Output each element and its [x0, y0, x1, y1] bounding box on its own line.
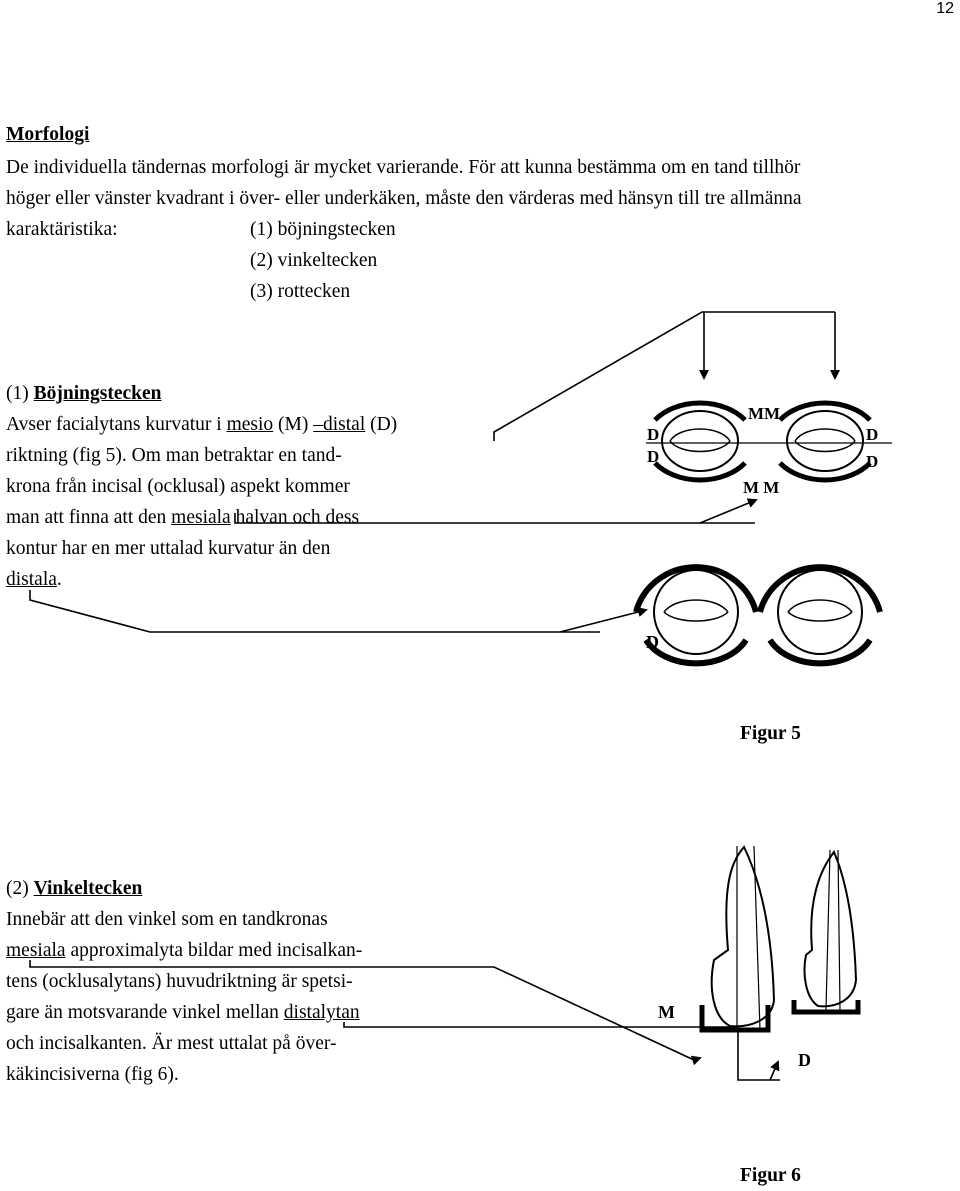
underlined-term: distala [6, 569, 57, 590]
callout-arrow [770, 1062, 778, 1080]
label-m: M [658, 1002, 675, 1022]
text-segment: kontur har en mer uttalad kurvatur än den [6, 538, 331, 559]
label-d: D [647, 425, 660, 444]
underlined-term: –distal [313, 414, 366, 435]
intro-lead: karaktäristika: [6, 219, 118, 240]
tooth-ridge [788, 612, 852, 621]
callout-arrow [560, 610, 646, 632]
section2-title: Vinkeltecken [33, 878, 143, 899]
tooth-outline [778, 570, 862, 654]
callout-connector-distala [30, 590, 646, 632]
characteristic-item-3: (3) rottecken [250, 281, 351, 302]
label-mm: M M [743, 478, 780, 497]
callout-arrow [694, 1058, 700, 1060]
callout-line [30, 590, 600, 632]
section1-title: Böjningstecken [33, 383, 162, 404]
tooth-ridge [788, 600, 852, 612]
text-segment: approximalyta bildar med incisalkan- [65, 940, 363, 961]
text-segment: man att finna att den [6, 507, 172, 528]
text-segment: Avser facialytans kurvatur i [6, 414, 227, 435]
incisor-axis [754, 846, 760, 1030]
tooth-occlusal-top-left [655, 403, 745, 480]
underlined-term: distalytan [283, 1002, 360, 1023]
intro-line-2: höger eller vänster kvadrant i över- eller underkäken, måste den värderas med hänsyn till tre allmänna [6, 188, 802, 209]
incisor-outline [805, 852, 857, 1006]
figure6-caption: Figur 6 [740, 1165, 801, 1186]
label-d: D [647, 447, 660, 466]
tooth-bracket [770, 640, 870, 663]
section2-number: (2) [6, 878, 34, 899]
section1-number: (1) [6, 383, 34, 404]
label-d: D [646, 632, 659, 652]
section-heading: Morfologi [6, 124, 90, 145]
text-segment: halvan och dess [230, 507, 360, 528]
incisor-outline [712, 847, 774, 1026]
callout-line [30, 960, 694, 1060]
tooth-outline [654, 570, 738, 654]
text-segment: . [56, 569, 62, 590]
incisor-axis [826, 850, 830, 1010]
tooth-ridge [664, 600, 728, 612]
label-d: D [866, 425, 879, 444]
tooth-outline [662, 411, 738, 471]
page-number: 12 [936, 0, 954, 17]
callout-line [344, 1022, 738, 1027]
tooth-ridge [795, 429, 855, 441]
tooth-ridge [670, 429, 730, 441]
text-segment: och incisalkanten. Är mest uttalat på över- [6, 1033, 337, 1054]
intro-line-1: De individuella tändernas morfologi är mycket varierande. För att kunna bestämma om en tand tillhör [6, 157, 801, 178]
callout-connector-mesiala [235, 500, 756, 523]
characteristic-item-2: (2) vinkeltecken [250, 250, 378, 271]
label-d: D [866, 452, 879, 471]
tooth-occlusal-bottom-right [760, 567, 880, 663]
text-segment: gare än motsvarande vinkel mellan [6, 1002, 284, 1023]
text-segment: (M) [273, 414, 314, 435]
text-segment: käkincisiverna (fig 6). [6, 1064, 179, 1085]
label-mm: MM [748, 404, 781, 423]
incisor-left [702, 846, 774, 1030]
tooth-outline [787, 411, 863, 471]
incisor-axis [838, 850, 840, 1010]
underlined-term: mesiala [171, 507, 231, 528]
text-segment: (D) [365, 414, 398, 435]
text-segment: Innebär att den vinkel som en tandkronas [6, 909, 328, 930]
tooth-bracket [646, 640, 746, 663]
underlined-term: mesiala [6, 940, 66, 961]
text-segment: krona från incisal (ocklusal) aspekt kommer [6, 476, 350, 497]
tooth-ridge [664, 612, 728, 621]
callout-line [494, 312, 835, 441]
underlined-term: mesio [226, 414, 274, 435]
text-segment: riktning (fig 5). Om man betraktar en tand- [6, 445, 342, 466]
figure5-caption: Figur 5 [740, 723, 801, 744]
incisor-right [794, 850, 858, 1012]
tooth-occlusal-top-right [780, 403, 870, 480]
callout-line [235, 513, 755, 523]
callout-connector-top [494, 312, 835, 441]
text-segment: tens (ocklusalytans) huvudriktning är spetsi- [6, 971, 353, 992]
label-d: D [798, 1050, 811, 1070]
characteristic-item-1: (1) böjningstecken [250, 219, 396, 240]
callout-arrow [700, 500, 756, 523]
